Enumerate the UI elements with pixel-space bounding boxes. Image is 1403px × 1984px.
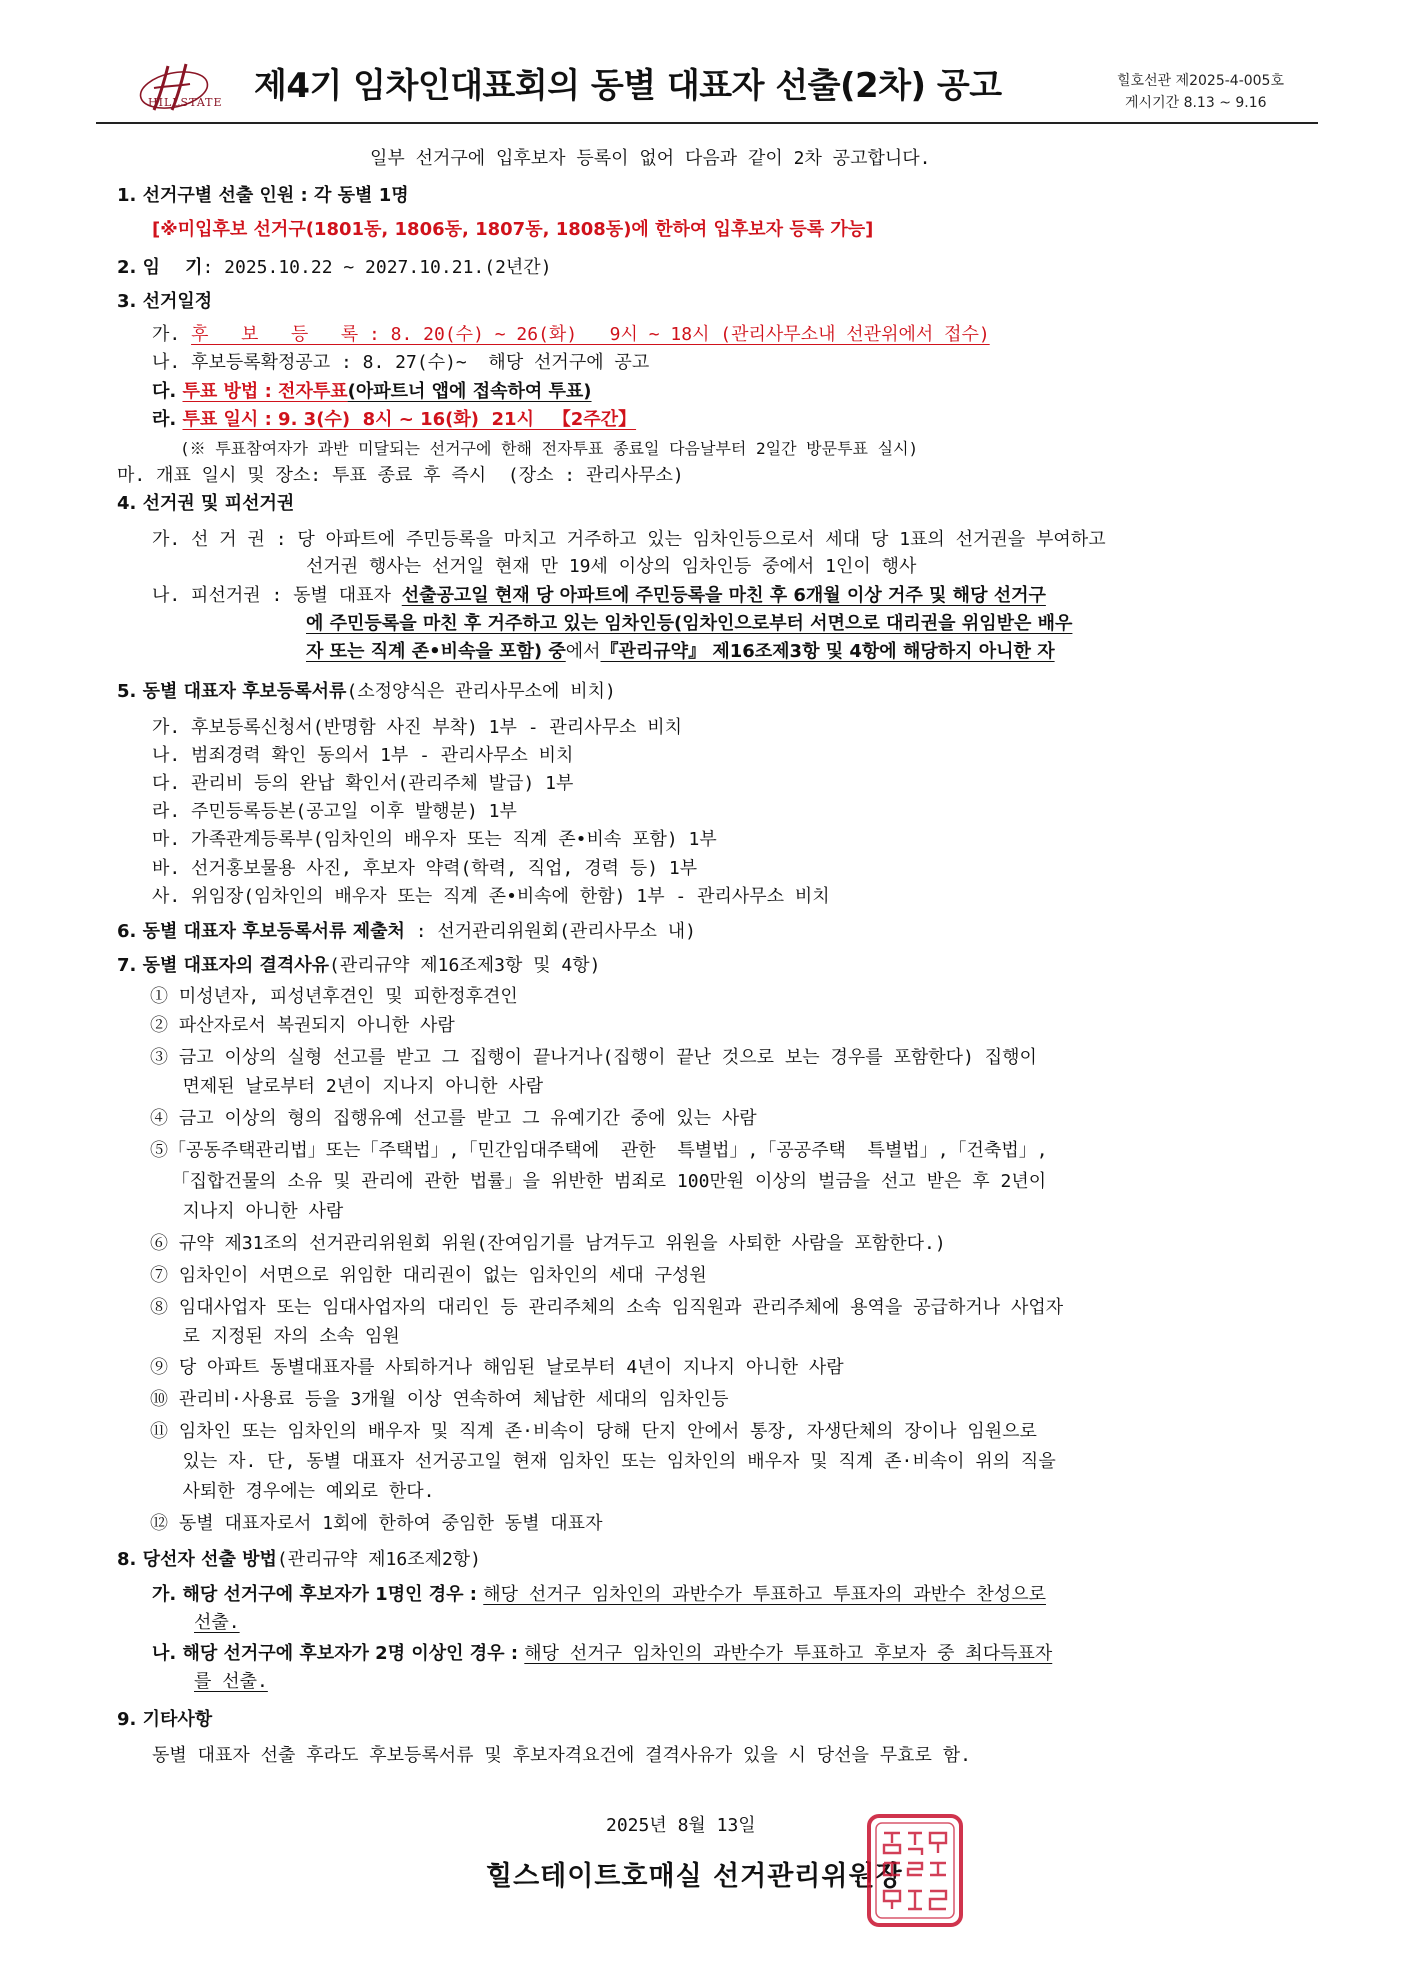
section-3-note: (※ 투표참여자가 과반 미달되는 선거구에 한해 전자투표 종료일 다음날부터 2일간 방문투표 실시) — [180, 439, 919, 458]
section-7-line: ③ 금고 이상의 실형 선고를 받고 그 집행이 끝나거나(집행이 끝난 것으로 보는 경우를 포함한다) 집행이 — [150, 1047, 1037, 1068]
section-8-ga-b: 해당 선거구 임차인의 과반수가 투표하고 투표자의 과반수 찬성으로 — [483, 1584, 1046, 1605]
section-5-item: 다. 관리비 등의 완납 확인서(관리주체 발급) 1부 — [152, 773, 574, 794]
section-4-ga-2: 선거권 행사는 선거일 현재 만 19세 이상의 임차인등 중에서 1인이 행사 — [306, 556, 917, 577]
section-2 — [117, 256, 552, 280]
section-4-na-3-a: 자 또는 직계 존•비속을 포함) 중 — [306, 641, 566, 662]
section-7-line: 로 지정된 자의 소속 임원 — [150, 1326, 400, 1347]
section-1-heading: 1. 선거구별 선출 인원 : 각 동별 1명 — [117, 185, 409, 206]
section-3-da-prefix: 다. — [152, 381, 183, 402]
intro-text: 일부 선거구에 입후보자 등록이 없어 다음과 같이 2차 공고합니다. — [370, 148, 931, 169]
seal-stamp-icon — [866, 1813, 964, 1928]
section-3-ra-prefix: 라. — [152, 409, 183, 430]
section-7-line: ⑨ 당 아파트 동별대표자를 사퇴하거나 해임된 날로부터 4년이 지나지 아니한 사람 — [150, 1357, 844, 1378]
section-8-na-b: 해당 선거구 임차인의 과반수가 투표하고 후보자 중 최다득표자 — [524, 1643, 1053, 1664]
section-3-ra-text: 투표 일시 : 9. 3(수) 8시 ~ 16(화) 21시 【2주간】 — [182, 409, 637, 430]
section-7-line: 사퇴한 경우에는 예외로 한다. — [150, 1481, 435, 1502]
section-9-heading: 9. 기타사항 — [117, 1709, 213, 1730]
section-4-heading: 4. 선거권 및 피선거권 — [117, 493, 295, 514]
section-9-text: 동별 대표자 선출 후라도 후보등록서류 및 후보자격요건에 결격사유가 있을 시 당선을 무효로 함. — [152, 1745, 972, 1766]
section-3-na: 나. 후보등록확정공고 : 8. 27(수)~ 해당 선거구에 공고 — [152, 352, 650, 373]
section-7-line: ⑫ 동별 대표자로서 1회에 한하여 중임한 동별 대표자 — [150, 1513, 603, 1534]
section-4-na-3-b: 에서 — [565, 641, 601, 662]
section-7-line: 면제된 날로부터 2년이 지나지 아니한 사람 — [150, 1076, 544, 1097]
section-8-heading: 8. 당선자 선출 방법 — [117, 1549, 277, 1570]
section-4-ga-1: 가. 선 거 권 : 당 아파트에 주민등록을 마치고 거주하고 있는 임차인등으로서 세대 당 1표의 선거권을 부여하고 — [152, 529, 1106, 550]
section-3-ga-text: 후 보 등 록 : 8. 20(수) ~ 26(화) 9시 ~ 18시 (관리사무소내 선관위에서 접수) — [191, 324, 990, 345]
section-7-line: ① 미성년자, 피성년후견인 및 피한정후견인 — [150, 986, 518, 1007]
section-7-line: ⑤「공동주택관리법」또는「주택법」,「민간임대주택에 관한 특별법」,「공공주택 특별법」,「건축법」, — [150, 1140, 1048, 1161]
section-4-na-1-b: 선출공고일 현재 당 아파트에 주민등록을 마친 후 6개월 이상 거주 및 해당 선거구 — [401, 585, 1046, 606]
section-5-item: 사. 위임장(임차인의 배우자 또는 직계 존•비속에 한함) 1부 - 관리사무소 비치 — [152, 886, 830, 907]
section-3-ga — [152, 323, 990, 347]
section-5-heading-line — [117, 680, 616, 704]
section-3-ra — [152, 408, 636, 432]
posting-period: 게시기간 8.13 ~ 9.16 — [1125, 95, 1267, 111]
section-5-heading-note: (소정양식은 관리사무소에 비치) — [346, 681, 616, 702]
section-4-na-1 — [152, 584, 1046, 608]
signer-name: 힐스테이트호매실 선거관리위원장 — [486, 1861, 903, 1892]
section-3-da — [152, 380, 592, 404]
section-6-value: : 선거관리위원회(관리사무소 내) — [404, 921, 696, 942]
section-7-line: 지나지 아니한 사람 — [150, 1201, 344, 1222]
section-8-heading-note: (관리규약 제16조제2항) — [276, 1549, 482, 1570]
section-5-item: 가. 후보등록신청서(반명함 사진 부착) 1부 - 관리사무소 비치 — [152, 717, 682, 738]
section-7-heading-line — [117, 954, 600, 978]
section-2-value: : 2025.10.22 ~ 2027.10.21.(2년간) — [202, 257, 552, 278]
section-7-line: 있는 자. 단, 동별 대표자 선거공고일 현재 임차인 또는 임차인의 배우자 및 직계 존·비속이 위의 직을 — [150, 1451, 1056, 1472]
section-7-line: ④ 금고 이상의 형의 집행유예 선고를 받고 그 유예기간 중에 있는 사람 — [150, 1108, 757, 1129]
section-1-note: [※미입후보 선거구(1801동, 1806동, 1807동, 1808동)에 한하여 입후보자 등록 가능] — [152, 219, 874, 240]
section-8-ga-c: 선출. — [194, 1612, 240, 1633]
doc-number: 힐호선관 제2025-4-005호 — [1117, 73, 1284, 89]
section-4-na-1-a: 나. 피선거권 : 동별 대표자 — [152, 585, 402, 606]
section-3-heading: 3. 선거일정 — [117, 291, 213, 312]
section-4-na-2: 에 주민등록을 마친 후 거주하고 있는 임차인등(임차인으로부터 서면으로 대리권을 위임받은 배우 — [306, 613, 1073, 634]
section-2-heading: 2. 임 기 — [117, 257, 203, 278]
section-5-item: 바. 선거홍보물용 사진, 후보자 약력(학력, 직업, 경력 등) 1부 — [152, 858, 698, 879]
logo-wordmark: HILLSTATE — [148, 96, 223, 109]
section-5-heading: 5. 동별 대표자 후보등록서류 — [117, 681, 347, 702]
section-7-line: ⑦ 임차인이 서면으로 위임한 대리권이 없는 임차인의 세대 구성원 — [150, 1265, 707, 1286]
section-7-line: ② 파산자로서 복권되지 아니한 사람 — [150, 1015, 455, 1036]
section-4-na-3 — [306, 640, 1055, 664]
section-7-line: ⑧ 임대사업자 또는 임대사업자의 대리인 등 관리주체의 소속 임직원과 관리주체에 용역을 공급하거나 사업자 — [150, 1297, 1064, 1318]
issue-date: 2025년 8월 13일 — [606, 1815, 756, 1836]
section-6-heading: 6. 동별 대표자 후보등록서류 제출처 — [117, 921, 405, 942]
section-3-ga-prefix: 가. — [152, 324, 192, 345]
section-5-item: 나. 범죄경력 확인 동의서 1부 - 관리사무소 비치 — [152, 745, 574, 766]
section-3-ma: 마. 개표 일시 및 장소: 투표 종료 후 즉시 (장소 : 관리사무소) — [117, 465, 684, 486]
section-7-heading-note: (관리규약 제16조제3항 및 4항) — [329, 955, 601, 976]
section-8-ga — [152, 1583, 1046, 1607]
section-7-line: ⑩ 관리비·사용료 등을 3개월 이상 연속하여 체납한 세대의 임차인등 — [150, 1389, 729, 1410]
official-seal — [866, 1813, 964, 1928]
section-4-na-3-c: 『관리규약』 제16조제3항 및 4항에 해당하지 아니한 자 — [600, 641, 1055, 662]
section-8-na-a: 나. 해당 선거구에 후보자가 2명 이상인 경우 : — [152, 1643, 525, 1664]
section-8-na-c: 를 선출. — [194, 1671, 268, 1692]
section-7-heading: 7. 동별 대표자의 결격사유 — [117, 955, 330, 976]
section-8-heading-line — [117, 1548, 481, 1572]
section-5-item: 라. 주민등록등본(공고일 이후 발행분) 1부 — [152, 801, 517, 822]
page-title: 제4기 임차인대표회의 동별 대표자 선출(2차) 공고 — [254, 66, 1002, 106]
section-7-line: 「집합건물의 소유 및 관리에 관한 법률」을 위반한 범죄로 100만원 이상의 벌금을 선고 받은 후 2년이 — [150, 1171, 1047, 1192]
section-6 — [117, 920, 696, 944]
section-3-da-red: 투표 방법 : 전자투표 — [182, 381, 348, 402]
section-5-item: 마. 가족관계등록부(임차인의 배우자 또는 직계 존•비속 포함) 1부 — [152, 829, 717, 850]
section-3-da-rest: (아파트너 앱에 접속하여 투표) — [347, 381, 592, 402]
section-8-ga-a: 가. 해당 선거구에 후보자가 1명인 경우 : — [152, 1584, 484, 1605]
section-7-line: ⑥ 규약 제31조의 선거관리위원회 위원(잔여임기를 남겨두고 위원을 사퇴한 사람을 포함한다.) — [150, 1233, 946, 1254]
section-8-na — [152, 1642, 1052, 1666]
section-7-line: ⑪ 임차인 또는 임차인의 배우자 및 직계 존·비속이 당해 단지 안에서 통장, 자생단체의 장이나 임원으로 — [150, 1421, 1037, 1442]
